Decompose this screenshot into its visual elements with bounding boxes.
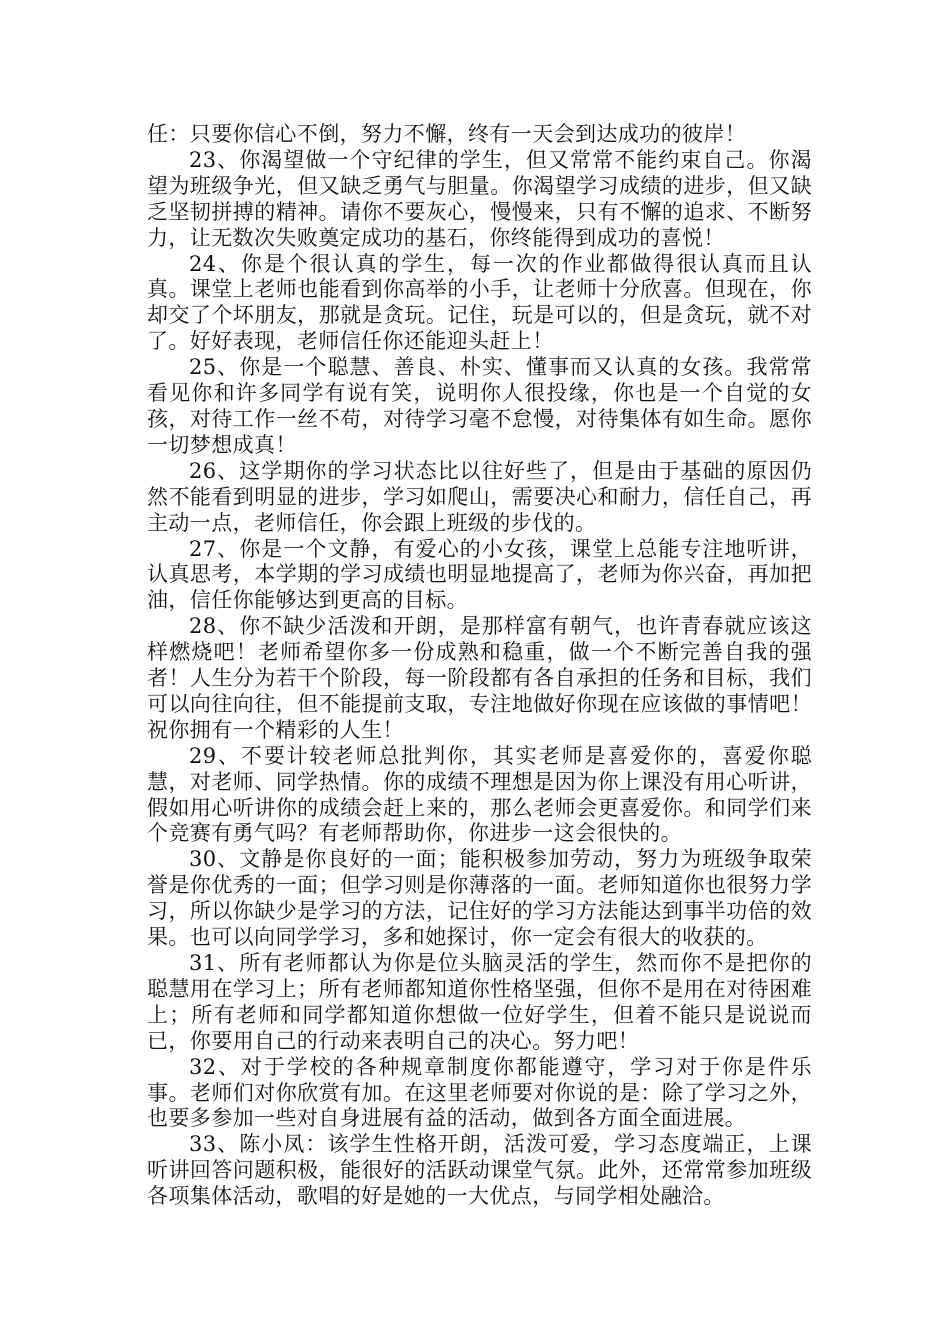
comment-paragraph-26: 26、这学期你的学习状态比以往好些了，但是由于基础的原因仍然不能看到明显的进步，学习如爬山，需要决心和耐力，信任自己，再主动一点，老师信任，你会跟上班级的步伐的。: [147, 458, 812, 535]
comment-paragraph-33: 33、陈小凤：该学生性格开朗，活泼可爱，学习态度端正，上课听讲回答问题积极，能很好的活跃动课堂气氛。此外，还常常参加班级各项集体活动，歌唱的好是她的一大优点，与同学相处融洽。: [147, 1132, 812, 1209]
comment-paragraph-27: 27、你是一个文静，有爱心的小女孩，课堂上总能专注地听讲，认真思考，本学期的学习成绩也明显地提高了，老师为你兴奋，再加把油，信任你能够达到更高的目标。: [147, 536, 812, 613]
comment-paragraph-29: 29、不要计较老师总批判你，其实老师是喜爱你的，喜爱你聪慧，对老师、同学热情。你的成绩不理想是因为你上课没有用心听讲，假如用心听讲你的成绩会赶上来的，那么老师会更喜爱你。和同学们来个竞赛有勇气吗？有老师帮助你，你进步一这会很快的。: [147, 743, 812, 846]
comment-paragraph-31: 31、所有老师都认为你是位头脑灵活的学生，然而你不是把你的聪慧用在学习上；所有老师都知道你性格坚强，但你不是用在对待困难上；所有老师和同学都知道你想做一位好学生，但着不能只是说说而已，你要用自己的行动来表明自己的决心。努力吧！: [147, 951, 812, 1053]
comment-paragraph-24: 24、你是个很认真的学生，每一次的作业都做得很认真而且认真。课堂上老师也能看到你高举的小手，让老师十分欣喜。但现在，你却交了个坏朋友，那就是贪玩。记住，玩是可以的，但是贪玩，就不对了。好好表现，老师信任你还能迎头赶上！: [147, 251, 812, 354]
comment-paragraph-32: 32、对于学校的各种规章制度你都能遵守，学习对于你是件乐事。老师们对你欣赏有加。在这里老师要对你说的是：除了学习之外，也要多参加一些对自身进展有益的活动，做到各方面全面进展。: [147, 1054, 812, 1131]
comment-paragraph-30: 30、文静是你良好的一面；能积极参加劳动，努力为班级争取荣誉是你优秀的一面；但学习则是你薄落的一面。老师知道你也很努力学习，所以你缺少是学习的方法，记住好的学习方法能达到事半功倍的效果。也可以向同学学习，多和她探讨，你一定会有很大的收获的。: [147, 847, 812, 950]
comment-paragraph-23: 23、你渴望做一个守纪律的学生，但又常常不能约束自己。你渴望为班级争光，但又缺乏勇气与胆量。你渴望学习成绩的进步，但又缺乏坚韧拼搏的精神。请你不要灰心，慢慢来，只有不懈的追求、不断努力，让无数次失败奠定成功的基石，你终能得到成功的喜悦！: [147, 147, 812, 250]
document-body: [147, 122, 812, 1210]
continuation-paragraph: 任：只要你信心不倒，努力不懈，终有一天会到达成功的彼岸！: [147, 122, 747, 146]
comment-paragraph-25: 25、你是一个聪慧、善良、朴实、懂事而又认真的女孩。我常常看见你和许多同学有说有笑，说明你人很投缘，你也是一个自觉的女孩，对待工作一丝不苟，对待学习毫不怠慢，对待集体有如生命。愿你一切梦想成真！: [147, 355, 812, 457]
comment-paragraph-28: 28、你不缺少活泼和开朗，是那样富有朝气，也许青春就应该这样燃烧吧！老师希望你多一份成熟和稳重，做一个不断完善自我的强者！人生分为若干个阶段，每一阶段都有各自承担的任务和目标，我们可以向往向往，但不能提前支取，专注地做好你现在应该做的事情吧！祝你拥有一个精彩的人生！: [147, 614, 812, 742]
